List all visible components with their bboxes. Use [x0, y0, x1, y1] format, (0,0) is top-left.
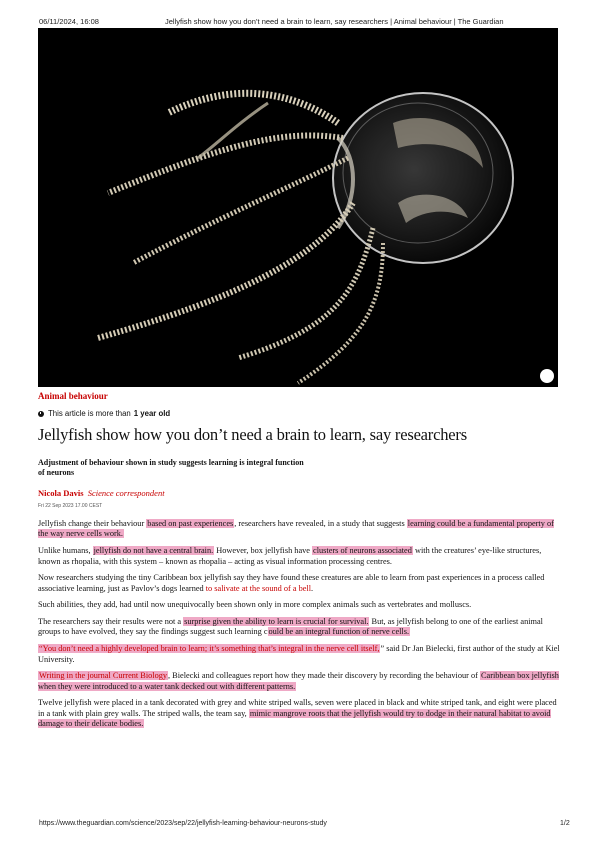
- jellyfish-photo: [38, 28, 558, 387]
- highlight: learning could be a fundamental property of the way nerve cells work.: [38, 519, 554, 539]
- paragraph-2: Unlike humans, jellyfish do not have a central brain. However, box jellyfish have clusters of neurons associated with the creatures’ eye-like structures, known as rhopalia, with this system – known as rhopalia – acting as visual information processing centres.: [38, 546, 542, 566]
- highlight: surprise given the ability to learn is crucial for survival.: [184, 617, 369, 627]
- paragraph-5: The researchers say their results were not a surprise given the ability to learn is crucial for survival. But, as jellyfish belong to one of the earliest animal groups to have evolved, they say the findings suggest such learning could be an integral function of nerve cells.: [38, 617, 543, 637]
- article-standfirst: Adjustment of behaviour shown in study suggests learning is integral function of neurons: [38, 458, 304, 477]
- age-notice-prefix: This article is more than: [48, 409, 131, 418]
- image-caption-toggle[interactable]: [540, 369, 554, 383]
- highlight: mimic mangrove roots that the jellyfish would try to dodge in their natural habitat to avoid damage to their delicate bodies.: [38, 708, 551, 729]
- paragraph-3: Now researchers studying the tiny Caribbean box jellyfish say they have found these creatures are able to learn from past experiences in a process called associative learning, just as Pavlov’s dogs learned to salivate at the sound of a bell.: [38, 573, 545, 593]
- highlight: jellyfish do not have a central brain.: [93, 546, 214, 556]
- pavlov-link[interactable]: to salivate at the sound of a bell: [205, 583, 312, 593]
- page-url: https://www.theguardian.com/science/2023/sep/22/jellyfish-learning-behaviour-neurons-study: [39, 820, 327, 827]
- section-kicker[interactable]: Animal behaviour: [38, 391, 108, 401]
- pull-quote-highlight: “You don’t need a highly developed brain to learn; it’s something that’s integral in the nerve cell itself,: [39, 644, 380, 654]
- print-title: Jellyfish show how you don’t need a brain to learn, say researchers | Animal behaviour | The Guardian: [165, 17, 504, 26]
- paragraph-7: Writing in the journal Current Biology, Bielecki and colleagues report how they made their discovery by recording the behaviour of Caribbean box jellyfish when they were introduced to a water tank decked out with different patterns.: [38, 671, 559, 691]
- paragraph-6: “You don’t need a highly developed brain to learn; it’s something that’s integral in the nerve cell itself,” said Dr Jan Bielecki, first author of the study at Kiel University.: [38, 644, 560, 664]
- clock-icon: [38, 411, 44, 417]
- publish-date: Fri 22 Sep 2023 17.00 CEST: [38, 503, 103, 509]
- article-body: [38, 519, 560, 736]
- paragraph-8: Twelve jellyfish were placed in a tank decorated with grey and white striped walls, seven were placed in black and white striped tank, and eight were placed in a tank with plain grey walls. The striped walls, the team say, mimic mangrove roots that the jellyfish would try to dodge in their natural habitat to avoid damage to their delicate bodies.: [38, 698, 557, 729]
- author-role: Science correspondent: [87, 488, 165, 498]
- current-biology-link[interactable]: Writing in the journal Current Biology: [39, 671, 168, 681]
- highlight: based on past experiences: [147, 519, 234, 528]
- paragraph-1: Jellyfish change their behaviour based on past experiences, researchers have revealed, in a study that suggests learning could be a fundamental property of the way nerve cells work.: [38, 519, 554, 539]
- article-age-notice: [38, 409, 170, 418]
- paragraph-4: Such abilities, they add, had until now unequivocally been shown only in more complex animals such as vertebrates and molluscs.: [38, 600, 472, 610]
- age-notice-bold: 1 year old: [133, 409, 171, 418]
- print-datetime: 06/11/2024, 16:08: [39, 17, 99, 26]
- highlight: ould be an integral function of nerve cells.: [268, 627, 410, 637]
- highlight: Caribbean box jellyfish when they were introduced to a water tank decked out with different patterns.: [38, 671, 559, 691]
- author-link[interactable]: Nicola Davis: [38, 488, 84, 498]
- article-headline: Jellyfish show how you don’t need a brain to learn, say researchers: [38, 425, 467, 444]
- highlight: clusters of neurons associated: [313, 546, 412, 556]
- page-number: 1/2: [560, 820, 570, 827]
- byline: [38, 488, 165, 498]
